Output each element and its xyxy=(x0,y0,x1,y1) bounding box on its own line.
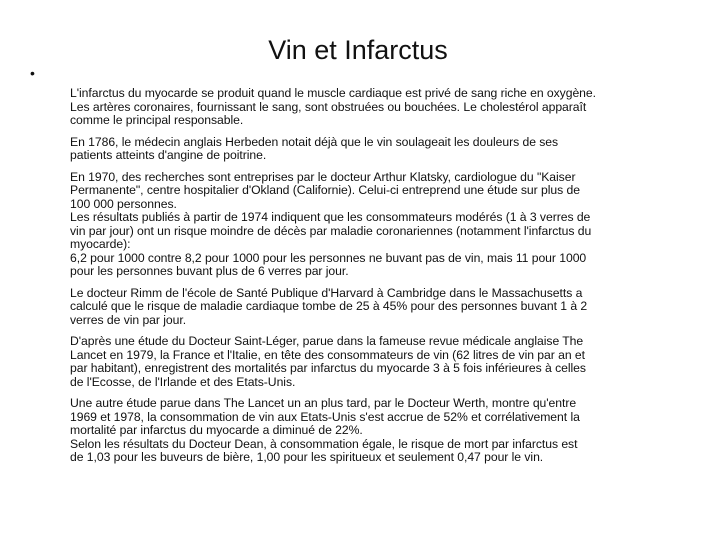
page-title: Vin et Infarctus xyxy=(268,35,448,65)
text-line: mortalité par infarctus du myocarde a diminué de 22%. xyxy=(70,423,363,437)
text-line: Selon les résultats du Docteur Dean, à consommation égale, le risque de mort par infarctus est xyxy=(70,436,578,451)
text-line: D'après une étude du Docteur Saint-Léger, parue dans la fameuse revue médicale anglaise The xyxy=(70,334,584,348)
paragraph xyxy=(70,335,690,389)
text-line: pour les personnes buvant plus de 6 verres par jour. xyxy=(70,264,349,278)
text-line: de 1,03 pour les buveurs de bière, 1,00 pour les spiritueux et seulement 0,47 pour le vin. xyxy=(70,450,544,464)
text-line: En 1970, des recherches sont entreprises par le docteur Arthur Klatsky, cardiologue du "Kaiser xyxy=(70,169,576,184)
text-line: En 1786, le médecin anglais Herbeden notait déjà que le vin soulageait les douleurs de ses xyxy=(70,134,559,149)
text-line: Les artères coronaires, fournissant le sang, sont obstruées ou bouchées. Le cholestérol apparaît xyxy=(70,99,587,114)
text-line: Permanente", centre hospitalier d'Okland (Californie). Celui-ci entreprend une étude sur plus de xyxy=(70,183,580,197)
text-line: 1969 et 1978, la consommation de vin aux Etats-Unis s'est accrue de 52% et corrélativement la xyxy=(70,409,580,424)
text-line: Une autre étude parue dans The Lancet un an plus tard, par le Docteur Werth, montre qu'entre xyxy=(70,396,577,410)
paragraph xyxy=(70,397,690,465)
text-line: de l'Ecosse, de l'Irlande et des Etats-Unis. xyxy=(70,374,296,389)
paragraph xyxy=(70,136,690,163)
text-line: calculé que le risque de maladie cardiaque tombe de 25 à 45% pour des personnes buvant 1 à 2 xyxy=(70,299,588,313)
text-line: Le docteur Rimm de l'école de Santé Publique d'Harvard à Cambridge dans le Massachusetts a xyxy=(70,285,583,300)
text-line: 100 000 personnes. xyxy=(70,196,177,211)
bullet-marker: • xyxy=(30,65,35,81)
text-line: myocarde): xyxy=(70,237,131,251)
text-line: par habitant), enregistrent des mortalités par infarctus du myocarde 3 à 5 fois inférieures à celles xyxy=(70,361,586,375)
article-body xyxy=(70,87,690,473)
paragraph xyxy=(70,171,690,279)
text-line: Lancet en 1979, la France et l'Italie, en tête des consommateurs de vin (62 litres de vin par an et xyxy=(70,347,585,362)
text-line: verres de vin par jour. xyxy=(70,312,187,327)
text-line: L'infarctus du myocarde se produit quand le muscle cardiaque est privé de sang riche en oxygène. xyxy=(70,86,596,100)
text-line: 6,2 pour 1000 contre 8,2 pour 1000 pour les personnes ne buvant pas de vin, mais 11 pour 1000 xyxy=(70,250,587,265)
paragraph xyxy=(70,287,690,328)
text-line: vin par jour) ont un risque moindre de décès par maladie coronariennes (notamment l'infarctus du xyxy=(70,223,592,238)
text-line: Les résultats publiés à partir de 1974 indiquent que les consommateurs modérés (1 à 3 verres de xyxy=(70,210,591,224)
text-line: comme le principal responsable. xyxy=(70,113,244,127)
paragraph xyxy=(70,87,690,128)
text-line: patients atteints d'angine de poitrine. xyxy=(70,148,267,162)
